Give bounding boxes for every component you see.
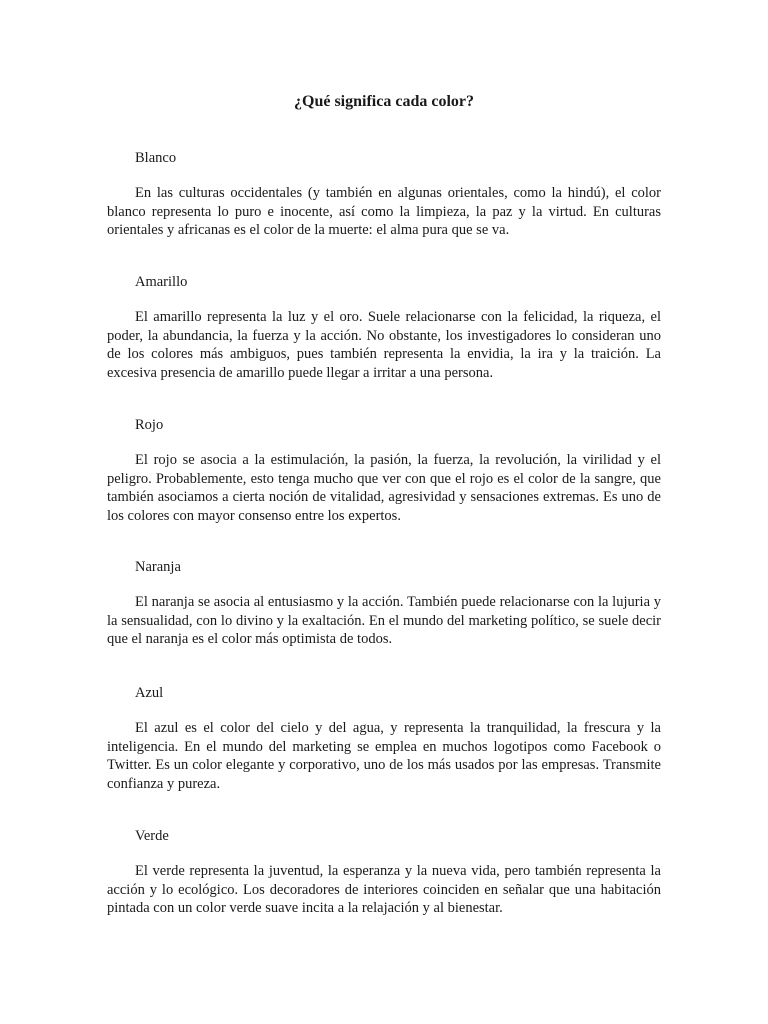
section-verde xyxy=(107,827,661,918)
section-heading: Verde xyxy=(135,828,169,844)
section-heading: Blanco xyxy=(135,150,177,166)
section-heading: Azul xyxy=(135,685,164,701)
section-rojo xyxy=(107,416,661,525)
section-heading: Amarillo xyxy=(135,274,188,290)
section-paragraph: El rojo se asocia a la estimulación, la pasión, la fuerza, la revolución, la virilidad y el peligro. Probablemente, esto tenga mucho que ver con que el rojo es el color de la sangre, que también asociamos a cierta noción de vitalidad, agresividad y sensaciones extremas. Es uno de los colores con mayor consenso entre los expertos. xyxy=(107,452,661,524)
section-paragraph: En las culturas occidentales (y también en algunas orientales, como la hindú), el color blanco representa lo puro e inocente, así como la limpieza, la paz y la virtud. En culturas orientales y africanas es el color de la muerte: el alma pura que se va. xyxy=(107,185,661,239)
section-paragraph: El verde representa la juventud, la esperanza y la nueva vida, pero también representa la acción y lo ecológico. Los decoradores de interiores coinciden en señalar que una habitación pintada con un color verde suave incita a la relajación y al bienestar. xyxy=(107,863,661,917)
section-azul xyxy=(107,684,661,793)
section-naranja xyxy=(107,558,661,649)
section-amarillo xyxy=(107,273,661,382)
section-paragraph: El amarillo representa la luz y el oro. Suele relacionarse con la felicidad, la riqueza, el poder, la abundancia, la fuerza y la acción. No obstante, los investigadores lo consideran uno de los colores más ambiguos, pues también representa la envidia, la ira y la traición. La excesiva presencia de amarillo puede llegar a irritar a una persona. xyxy=(107,309,661,381)
section-paragraph: El naranja se asocia al entusiasmo y la acción. También puede relacionarse con la lujuria y la sensualidad, con lo divino y la exaltación. En el mundo del marketing político, se suele decir que el naranja es el color más optimista de todos. xyxy=(107,594,661,648)
section-heading: Rojo xyxy=(135,417,164,433)
document-title: ¿Qué significa cada color? xyxy=(294,93,474,110)
section-paragraph: El azul es el color del cielo y del agua, y representa la tranquilidad, la frescura y la inteligencia. En el mundo del marketing se emplea en muchos logotipos como Facebook o Twitter. Es un color elegante y corporativo, uno de los más usados por las empresas. Transmite confianza y pureza. xyxy=(107,720,661,792)
section-heading: Naranja xyxy=(135,559,181,575)
section-blanco xyxy=(107,149,661,240)
